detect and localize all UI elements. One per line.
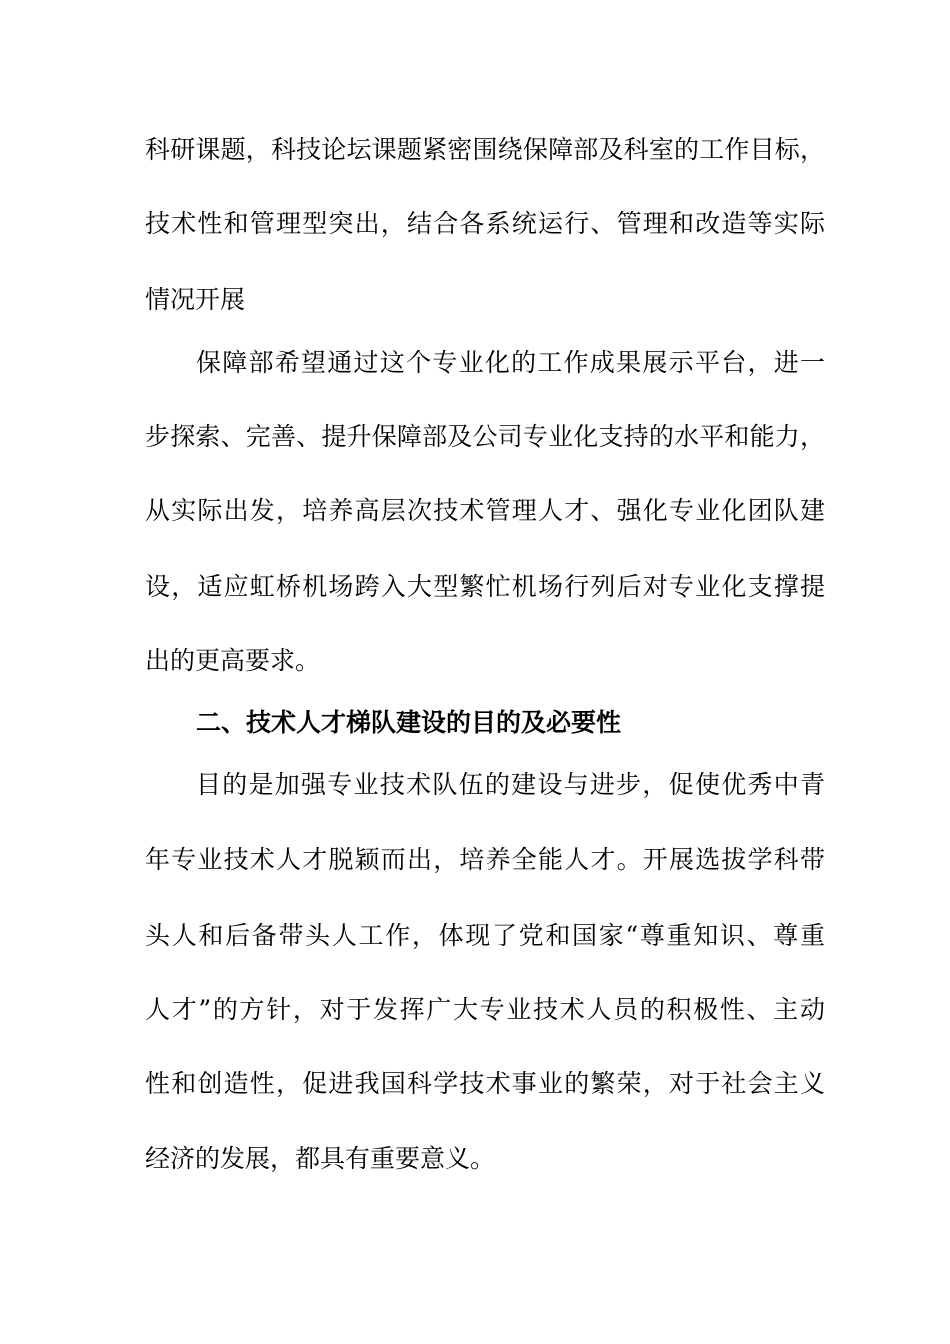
paragraph-2-line-4: 设，适应虹桥机场跨入大型繁忙机场行列后对专业化支撑提 <box>145 572 825 601</box>
section-heading: 二、技术人才梯队建设的目的及必要性 <box>196 708 622 737</box>
paragraph-2-line-3: 从实际出发，培养高层次技术管理人才、强化专业化团队建 <box>145 496 825 525</box>
paragraph-1-line-3: 情况开展 <box>145 285 246 314</box>
paragraph-2-line-1: 保障部希望通过这个专业化的工作成果展示平台，进一 <box>196 348 825 377</box>
paragraph-3-line-6: 经济的发展，都具有重要意义。 <box>145 1144 496 1173</box>
paragraph-3-line-3: 头人和后备带头人工作，体现了党和国家“尊重知识、尊重 <box>145 921 825 950</box>
paragraph-1-line-2: 技术性和管理型突出，结合各系统运行、管理和改造等实际 <box>145 209 825 238</box>
paragraph-3-line-4: 人才”的方针，对于发挥广大专业技术人员的积极性、主动 <box>145 995 825 1024</box>
paragraph-3-line-5: 性和创造性，促进我国科学技术事业的繁荣，对于社会主义 <box>145 1069 825 1098</box>
paragraph-1-line-1: 科研课题，科技论坛课题紧密围绕保障部及科室的工作目标， <box>145 135 825 164</box>
paragraph-3-line-2: 年专业技术人才脱颖而出，培养全能人才。开展选拔学科带 <box>145 845 825 874</box>
paragraph-3-line-1: 目的是加强专业技术队伍的建设与进步，促使优秀中青 <box>196 770 825 799</box>
paragraph-2-line-2: 步探索、完善、提升保障部及公司专业化支持的水平和能力， <box>145 422 825 451</box>
paragraph-2-line-5: 出的更高要求。 <box>145 646 321 675</box>
